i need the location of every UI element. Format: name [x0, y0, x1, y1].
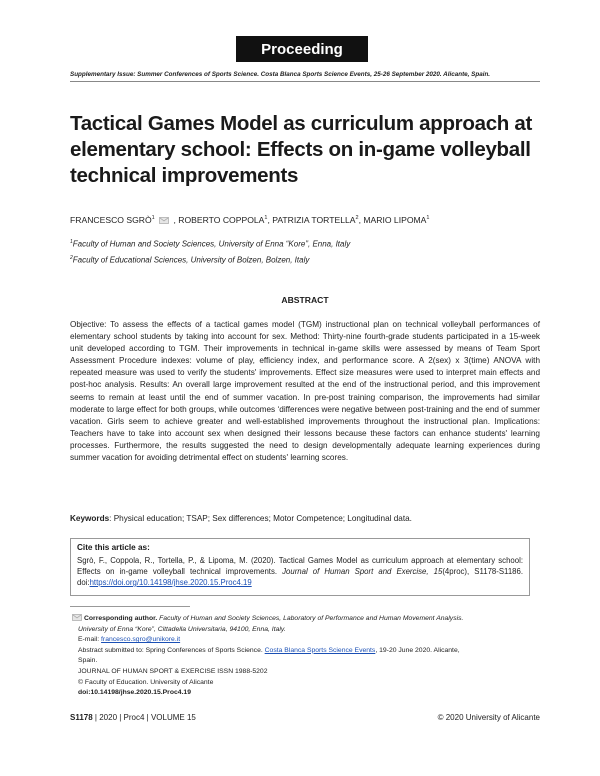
affiliation-1	[70, 239, 540, 249]
copyright-line: © Faculty of Education. University of Alicante	[78, 678, 214, 686]
submitted-line-2: Spain.	[78, 657, 98, 665]
proceeding-banner: Proceeding	[236, 36, 368, 62]
corresponding-author-line	[70, 614, 540, 625]
submitted-text: Abstract submitted to: Spring Conferences of Sports Science.	[78, 646, 265, 654]
page-number: S1178	[70, 713, 93, 722]
author-list	[70, 215, 540, 225]
keywords-text: : Physical education; TSAP; Sex differences; Motor Competence; Longitudinal data.	[109, 514, 412, 523]
author-name: PATRIZIA TORTELLA	[272, 215, 356, 225]
author-separator: ,	[171, 215, 179, 225]
citation-doi-link[interactable]: https://doi.org/10.14198/jhse.2020.15.Proc4.19	[89, 578, 252, 587]
author-sup: 1	[426, 215, 430, 222]
volume-info: | 2020 | Proc4 | VOLUME 15	[92, 713, 196, 722]
author-sup: 1	[264, 215, 268, 222]
paper-title: Tactical Games Model as curriculum approach at elementary school: Effects on in-game volleyball technical improvements	[70, 112, 533, 187]
submitted-end: , 19-20 June 2020. Alicante,	[375, 646, 460, 654]
abstract-heading: ABSTRACT	[281, 295, 329, 305]
page-footer	[70, 713, 540, 722]
author-name: FRANCESCO SGRÒ	[70, 215, 152, 225]
conference-link[interactable]: Costa Blanca Sports Science Events	[264, 646, 376, 654]
footnote-separator	[70, 606, 190, 607]
author-sup: 1	[151, 215, 155, 222]
affiliation-sup: 2	[70, 255, 73, 261]
cite-box	[70, 538, 530, 596]
page-info	[70, 713, 196, 722]
corresponding-address: University of Enna “Kore”, Cittadella Universitaria, 94100, Enna, Italy.	[78, 625, 286, 633]
doi-line	[70, 688, 540, 699]
email-label: E-mail:	[78, 636, 102, 644]
email-line	[70, 635, 540, 646]
doi-text: doi:10.14198/jhse.2020.15.Proc4.19	[78, 689, 191, 697]
supplementary-issue-line: Supplementary Issue: Summer Conferences of Sports Science. Costa Blanca Sports Science Events, 25-26 September 2020. Alicante, Spain.	[70, 71, 540, 82]
keywords	[70, 514, 540, 523]
affiliation-text: Faculty of Educational Sciences, University of Bolzen, Bolzen, Italy	[72, 255, 310, 265]
citation-text	[77, 555, 523, 588]
journal-issn: JOURNAL OF HUMAN SPORT & EXERCISE ISSN 1988-5202	[78, 667, 268, 675]
mail-icon	[72, 614, 82, 621]
corresponding-author-label: Corresponding author.	[84, 615, 158, 622]
abstract-body: Objective: To assess the effects of a tactical games model (TGM) instructional plan on technical volleyball performances of elementary school students by taking into account for sex. Method: Thirty-nine fourth-grade students participated in a 15-week unit developed according to TGM. Their improvements in technical in-game skills were assessed by means of Team Sport Assessment Procedure indexes: volume of play, efficiency index, and performance score. A 2(sex) x 3(time) ANOVA with repeated measure was used to verify the students' improvements. Effect size measures were used to interpret main effects and post-hoc analysis. Results: An overall large improvement resulted at the end of the instructional period, and this improvement seems to remain at least until the end of summer vacation. In pre-post training comparison, the improvements had similar moderate to large effect for both groups, while outcomes ‘differences were negative between post-training and the end of summer vacation. Girls seem to achieve greater and well-established improvements throughout the instructional plan. Implications: Teachers have to take into account sex when designed their lessons because these factors can enhance students' learning processes. Furthermore, the results suggested the need to design developmentally adequate learning experiences during summer vacation for avoiding detrimental effect on students' learning scores.	[70, 320, 540, 463]
submitted-line	[70, 646, 540, 657]
author-separator: ,	[358, 215, 364, 225]
author-name: MARIO LIPOMA	[363, 215, 427, 225]
keywords-label: Keywords	[70, 514, 110, 523]
affiliation-text: Faculty of Human and Society Sciences, University of Enna “Kore”, Enna, Italy	[72, 239, 351, 249]
citation-journal: Journal of Human Sport and Exercise, 15	[282, 567, 443, 576]
author-sup: 2	[355, 215, 359, 222]
footer-copyright: © 2020 University of Alicante	[437, 713, 540, 722]
email-link[interactable]: francesco.sgro@unikore.it	[101, 636, 181, 644]
affiliation-sup: 1	[70, 239, 73, 245]
citation-part: Sgrò, F., Coppola, R., Tortella, P., & Lipoma, M. (2020). Tactical Games Model as curriculum approach at elementary school: Effects on in-game volleyball technical improvements.	[77, 556, 523, 576]
footnote	[70, 614, 540, 699]
citation-part: (4proc), S1178-S1186. doi:	[77, 567, 523, 587]
author-name: ROBERTO COPPOLA	[178, 215, 265, 225]
corresponding-author-text: Faculty of Human and Society Sciences, Laboratory of Performance and Human Movement Analysis.	[157, 615, 464, 622]
mail-icon[interactable]	[159, 217, 169, 224]
affiliation-2	[70, 255, 540, 265]
cite-heading: Cite this article as:	[77, 543, 150, 552]
author-separator: ,	[267, 215, 273, 225]
